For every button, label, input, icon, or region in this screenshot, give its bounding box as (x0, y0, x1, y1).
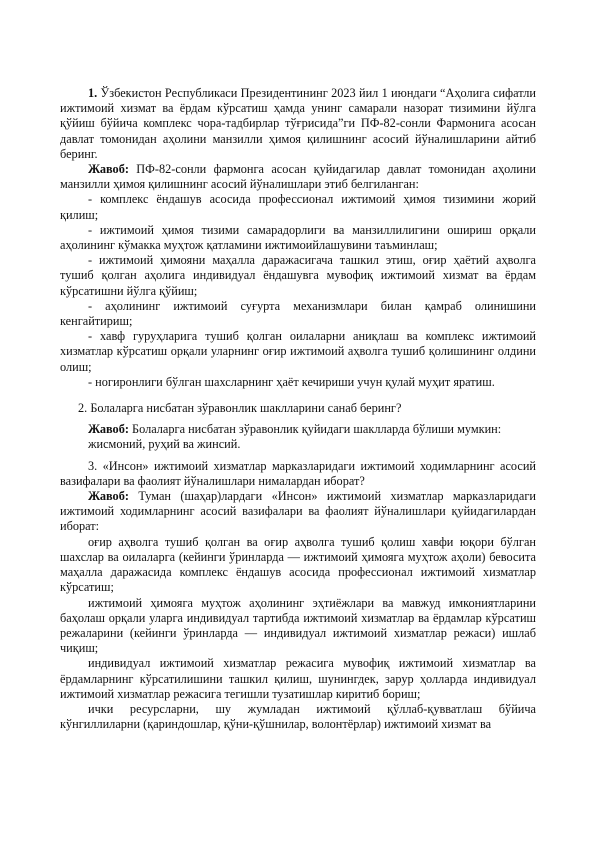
answer-1 (60, 162, 536, 192)
list-item: - хавф гуруҳларига тушиб қолган оилаларни аниқлаш ва комплекс ижтимоий хизматлар кўрсатиш орқали уларнинг оғир ижтимоий аҳволга тушиб қолишининг олдини олиш; (60, 329, 536, 374)
list-item: - аҳолининг ижтимоий суғурта механизмлари билан қамраб олинишини кенгайтириш; (60, 298, 536, 329)
question-number: 1. (88, 86, 98, 100)
question-text: «Инсон» ижтимоий хизматлар марказларидаги ижтимоий ходимларнинг асосий вазифалари ва фаолият йўналишлари нималардан иборат? (60, 458, 536, 488)
answer-label: Жавоб: (88, 162, 129, 177)
question-1 (60, 86, 536, 162)
answer-text: ПФ-82-сонли фармонга асосан қуйидагилар давлат томонидан аҳолини манзилли ҳимоя қилишнинг асосий йўналишлари этиб белгиланган: (60, 162, 536, 192)
answer-label: Жавоб: (88, 489, 129, 504)
answer-label: Жавоб: (88, 422, 129, 437)
answer-2 (60, 422, 536, 452)
answer-3 (60, 489, 536, 535)
question-number: 2. (78, 401, 88, 416)
question-3 (60, 459, 536, 489)
answer-text: Болаларга нисбатан зўравонлик қуйидаги шаклларда бўлиши мумкин: жисмоний, руҳий ва жинсий. (88, 422, 502, 452)
question-text: Ўзбекистон Республикаси Президентининг 2023 йил 1 июндаги “Аҳолига сифатли ижтимоий хизмат ва ёрдам кўрсатиш ҳамда унинг самарали назорат тизимини йўлга қўйиш бўйича комплекс чора-тадбирлар тўғрисида”ги ПФ-82-сонли Фармонига асосан давлат томонидан аҳолини манзилли ҳимоя қилишнинг асосий йўналишларини айтиб беринг. (60, 86, 536, 161)
question-text: Болаларга нисбатан зўравонлик шаклларини санаб беринг? (90, 401, 402, 416)
list-item: ички ресурсларни, шу жумладан ижтимоий қўллаб-қувватлаш бўйича кўнгиллиларни (қариндошлар, қўни-қўшнилар, волонтёрлар) ижтимоий хизмат ва (60, 701, 536, 732)
question-number: 3. (88, 458, 98, 473)
list-item: - ногиронлиги бўлган шахсларнинг ҳаёт кечириши учун қулай муҳит яратиш. (88, 374, 495, 389)
list-item: - ижтимоий ҳимояни маҳалла даражасигача ташкил этиш, оғир ҳаётий аҳволга тушиб қолган аҳолига индивидуал ёндашувга мувофиқ ижтимоий хизмат ва ёрдам кўрсатишни йўлга қўйиш; (60, 253, 536, 298)
list-item: ижтимоий ҳимояга муҳтож аҳолининг эҳтиёжлари ва мавжуд имкониятларини баҳолаш орқали уларга индивидуал тартибда ижтимоий хизматлар ва ёрдамлар кўрсатиш режаларини (кейинги ўринларда — индивидуал ижтимоий хизматлар режаси) ишлаб чиқиш; (60, 595, 536, 656)
list-item: - ижтимоий ҳимоя тизими самарадорлиги ва манзиллилигини ошириш орқали аҳолининг кўмакка муҳтож қатламини ижтимоийлашувини таъминлаш; (60, 222, 536, 253)
answer-text: Туман (шаҳар)лардаги «Инсон» ижтимоий хизматлар марказларидаги ижтимоий ходимларнинг асосий вазифалари ва фаолият йўналишлари қуйидагилардан иборат: (60, 489, 536, 534)
list-item: - комплекс ёндашув асосида профессионал ижтимоий ҳимоя тизимини жорий қилиш; (60, 192, 536, 222)
question-2 (60, 401, 536, 416)
list-item: оғир аҳволга тушиб қолган ва оғир аҳволга тушиб қолиш хавфи юқори бўлган шахслар ва оилаларга (кейинги ўринларда — ижтимоий ҳимояга муҳтож аҳоли) бевосита маҳалла даражасида комплекс ёндашув асосида профессионал ижтимоий хизматлар кўрсатиш; (60, 534, 536, 595)
list-item: индивидуал ижтимоий хизматлар режасига мувофиқ ижтимоий хизматлар ва ёрдамларнинг кўрсатилишини ташкил қилиш, шунингдек, зарур ҳолларда индивидуал ижтимоий хизматлар режасига тегишли тузатишлар киритиб бориш; (60, 656, 536, 701)
